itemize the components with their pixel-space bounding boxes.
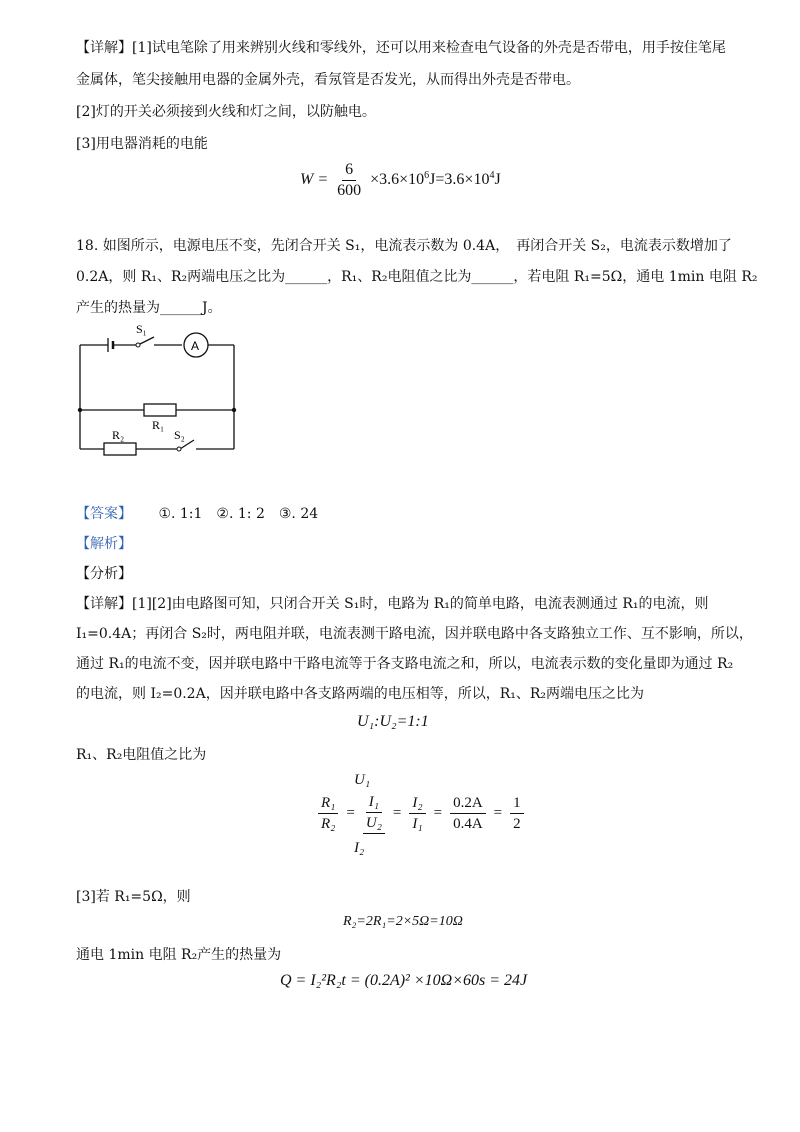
detail-line: 金属体，笔尖接触用电器的金属外壳，看氖管是否发光，从而得出外壳是否带电。 xyxy=(76,72,580,88)
eq-lhs: W = xyxy=(300,171,329,189)
eq-i2: I₂ xyxy=(354,840,365,856)
heat-equation: Q = I₂²R₂t = (0.2A)² ×10Ω×60s = 24J xyxy=(280,972,528,989)
eq-num: 0.2A xyxy=(450,793,486,814)
eq-mid: J=3.6×10 xyxy=(429,171,490,189)
ammeter-label: A xyxy=(191,339,200,353)
answer-tag: 【答案】 xyxy=(76,506,132,522)
eq-rhs: ×3.6×10 xyxy=(370,171,425,189)
eq-half-den: 2 xyxy=(513,815,521,832)
analysis-tag: 【解析】 xyxy=(76,536,132,552)
eq-exp: 6 xyxy=(424,169,430,181)
detail-line: 【详解】[1][2]由电路图可知，只闭合开关 S₁时，电路为 R₁的简单电路，电流表测通过 R₁的电流，则 xyxy=(76,596,709,612)
answer-text: ①. 1:1 ②. 1: 2 ③. 24 xyxy=(158,506,319,522)
detail-line: [2]灯的开关必须接到火线和灯之间，以防触电。 xyxy=(76,104,376,120)
detail-line: [3]用电器消耗的电能 xyxy=(76,136,208,152)
detail-line: R₁、R₂电阻值之比为 xyxy=(76,747,207,763)
eq-den: 600 xyxy=(337,182,362,199)
question-line: 18. 如图所示，电源电压不变，先闭合开关 S₁，电流表示数为 0.4A， 再闭合开关 S₂，电流表示数增加了 xyxy=(76,238,732,254)
detail-line: I₁=0.4A；再闭合 S₂时，两电阻并联，电流表测干路电流，因并联电路中各支路独立工作、互不影响，所以， xyxy=(76,626,753,642)
eq-r2: R₂ xyxy=(321,815,336,832)
detail-line: 通电 1min 电阻 R₂产生的热量为 xyxy=(76,947,282,963)
eq-den: 0.4A xyxy=(453,815,483,832)
eq-exp: 4 xyxy=(489,169,495,181)
question-line: 0.2A，则 R₁、R₂两端电压之比为______，R₁、R₂电阻值之比为______，若电阻 R₁=5Ω，通电 1min 电阻 R₂ xyxy=(76,269,758,285)
eq-i2b: I₂ xyxy=(409,793,425,814)
eq-u2: U₂ xyxy=(363,813,385,834)
detail-line: [3]若 R₁=5Ω，则 xyxy=(76,889,191,905)
voltage-ratio-eq: U₁:U₂=1:1 xyxy=(357,713,429,730)
question-line: 产生的热量为______J。 xyxy=(76,300,222,316)
eq-i1b: I₁ xyxy=(412,815,423,832)
label-r1: R₁ xyxy=(152,418,165,432)
detail-line: 的电流，则 I₂=0.2A，因并联电路中各支路两端的电压相等，所以，R₁、R₂两端电压之比为 xyxy=(76,686,645,702)
energy-equation xyxy=(300,160,501,201)
detail-line: 通过 R₁的电流不变，因并联电路中干路电流等于各支路电流之和，所以，电流表示数的变化量即为通过 R₂ xyxy=(76,656,734,672)
eq-i1: I₁ xyxy=(366,792,382,813)
eq-half-num: 1 xyxy=(510,793,524,814)
label-s1: S₁ xyxy=(136,322,147,336)
r2-equation: R₂=2R₁=2×5Ω=10Ω xyxy=(343,914,463,929)
eq-unit: J xyxy=(494,171,501,189)
resistor-r2 xyxy=(104,443,136,455)
switch-s1-blade xyxy=(138,337,154,345)
detail-line: 【详解】[1]试电笔除了用来辨别火线和零线外，还可以用来检查电气设备的外壳是否带电，用手按住笔尾 xyxy=(76,40,726,56)
eq-r1: R₁ xyxy=(318,793,338,814)
answer-line xyxy=(76,503,318,523)
eq-fraction xyxy=(334,160,364,201)
resistor-r1 xyxy=(144,404,176,416)
label-s2: S₂ xyxy=(174,428,185,442)
eq-num: 6 xyxy=(342,160,356,181)
label-r2: R₂ xyxy=(112,428,125,442)
fenxi-tag: 【分析】 xyxy=(76,566,132,582)
circuit-diagram xyxy=(70,322,250,462)
eq-u1: U₁ xyxy=(354,772,371,788)
